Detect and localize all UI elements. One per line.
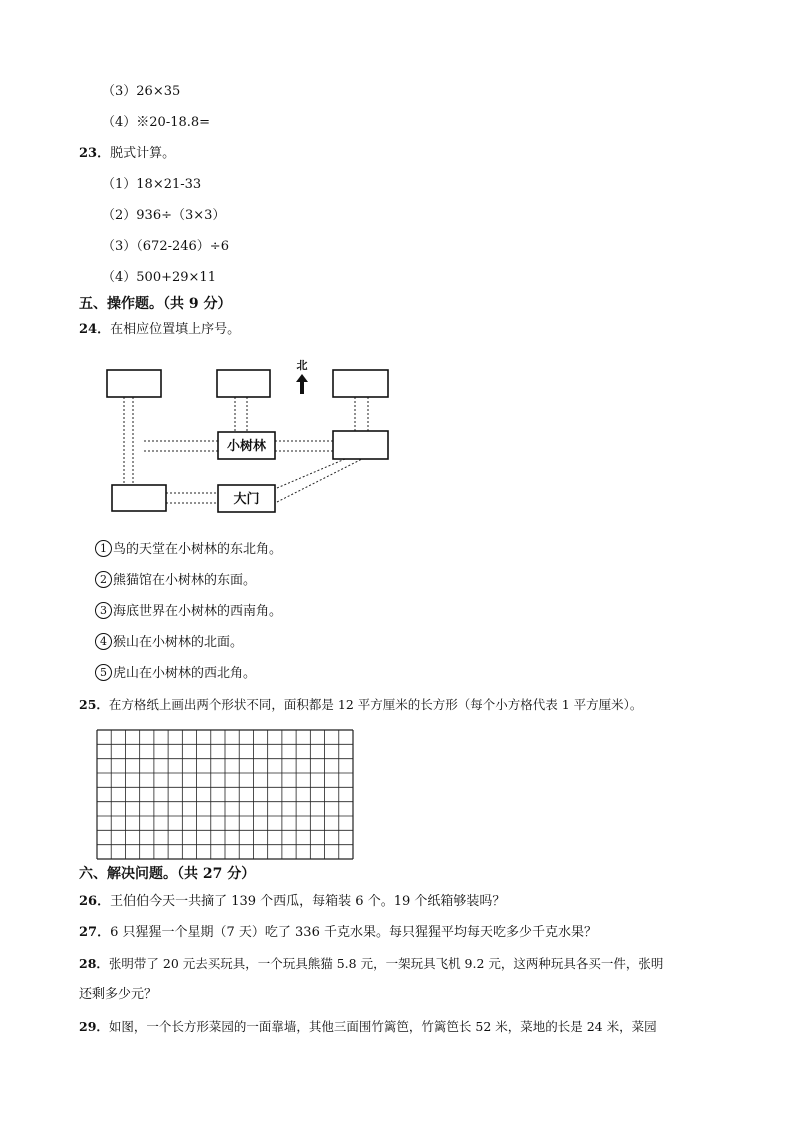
circled-number-5: 5 xyxy=(95,664,112,681)
section-5-title: 五、操作题。（共 9 分） xyxy=(79,296,232,312)
north-arrow-icon xyxy=(296,374,308,394)
question-number: 29． xyxy=(79,1019,109,1034)
question-number: 27． xyxy=(79,925,111,940)
question-text: 王伯伯今天一共摘了 139 个西瓜，每箱装 6 个。19 个纸箱够装吗？ xyxy=(110,894,506,909)
question-number: 26． xyxy=(79,894,111,909)
map-box-northeast xyxy=(333,370,388,397)
item-expression: 500+29×11 xyxy=(136,270,216,285)
item-index: （2） xyxy=(102,208,137,223)
path-gate-diagonal xyxy=(277,459,362,502)
zoo-map-diagram xyxy=(100,355,400,517)
item-text: 鸟的天堂在小树林的东北角。 xyxy=(113,542,283,557)
prev-item-3 xyxy=(102,84,180,100)
question-29 xyxy=(79,1019,657,1035)
question-text: 在方格纸上画出两个形状不同，面积都是 12 平方厘米的长方形（每个小方格代表 1 平方厘米）。 xyxy=(108,697,643,712)
item-text: 熊猫馆在小树林的东面。 xyxy=(113,573,257,588)
question-text: 在相应位置填上序号。 xyxy=(110,322,241,337)
item-text: 虎山在小树林的西北角。 xyxy=(113,666,257,681)
q23-item-1 xyxy=(102,177,201,193)
question-text: 6 只猩猩一个星期（7 天）吃了 336 千克水果。每只猩猩平均每天吃多少千克水果？ xyxy=(110,925,597,940)
question-number: 25． xyxy=(79,697,109,712)
q24-item-2 xyxy=(95,572,256,589)
circled-number-1: 1 xyxy=(95,540,112,557)
circled-number-4: 4 xyxy=(95,633,112,650)
item-expression: 936÷（3×3） xyxy=(136,208,226,223)
question-23 xyxy=(79,146,175,162)
question-text: 如图，一个长方形菜园的一面靠墙，其他三面围竹篱笆，竹篱笆长 52 米，菜地的长是 24 米，菜园 xyxy=(108,1019,657,1034)
item-text: 猴山在小树林的北面。 xyxy=(113,635,244,650)
q24-item-4 xyxy=(95,634,243,651)
q23-item-3 xyxy=(102,239,229,255)
question-text: 脱式计算。 xyxy=(110,146,176,161)
section-6-title: 六、解决问题。（共 27 分） xyxy=(79,866,256,882)
question-number: 24． xyxy=(79,322,111,337)
map-box-southwest xyxy=(112,485,166,511)
item-index: （3） xyxy=(102,239,137,254)
question-number: 23． xyxy=(79,146,111,161)
item-expression: 26×35 xyxy=(136,84,181,99)
map-label-gate: 大门 xyxy=(233,492,260,507)
question-24 xyxy=(79,322,240,338)
q24-item-5 xyxy=(95,665,256,682)
item-expression: ※20-18.8= xyxy=(136,115,211,130)
item-text: 海底世界在小树林的西南角。 xyxy=(113,604,283,619)
item-index: （3） xyxy=(102,84,137,99)
question-number: 28． xyxy=(79,956,109,971)
map-box-east xyxy=(333,431,388,459)
square-grid-paper[interactable] xyxy=(96,729,354,860)
circled-number-3: 3 xyxy=(95,602,112,619)
question-28 xyxy=(79,956,663,972)
question-28-continued: 还剩多少元？ xyxy=(79,987,158,1002)
q23-item-2 xyxy=(102,208,225,224)
north-label: 北 xyxy=(296,359,308,372)
question-text: 张明带了 20 元去买玩具，一个玩具熊猫 5.8 元，一架玩具飞机 9.2 元，这两种玩具各买一件，张明 xyxy=(108,956,664,971)
item-expression: 18×21-33 xyxy=(136,177,202,192)
prev-item-4 xyxy=(102,115,210,131)
item-index: （4） xyxy=(102,270,137,285)
map-box-northwest xyxy=(107,370,161,397)
item-index: （4） xyxy=(102,115,137,130)
path-gate-diagonal xyxy=(277,459,345,488)
circled-number-2: 2 xyxy=(95,571,112,588)
map-box-north xyxy=(217,370,270,397)
q24-item-3 xyxy=(95,603,282,620)
q24-item-1 xyxy=(95,541,282,558)
item-index: （1） xyxy=(102,177,137,192)
question-26 xyxy=(79,894,505,910)
question-27 xyxy=(79,925,597,941)
question-25 xyxy=(79,697,642,713)
item-expression: （672-246）÷6 xyxy=(136,239,229,254)
map-label-woods: 小树林 xyxy=(226,439,267,454)
q23-item-4 xyxy=(102,270,216,286)
